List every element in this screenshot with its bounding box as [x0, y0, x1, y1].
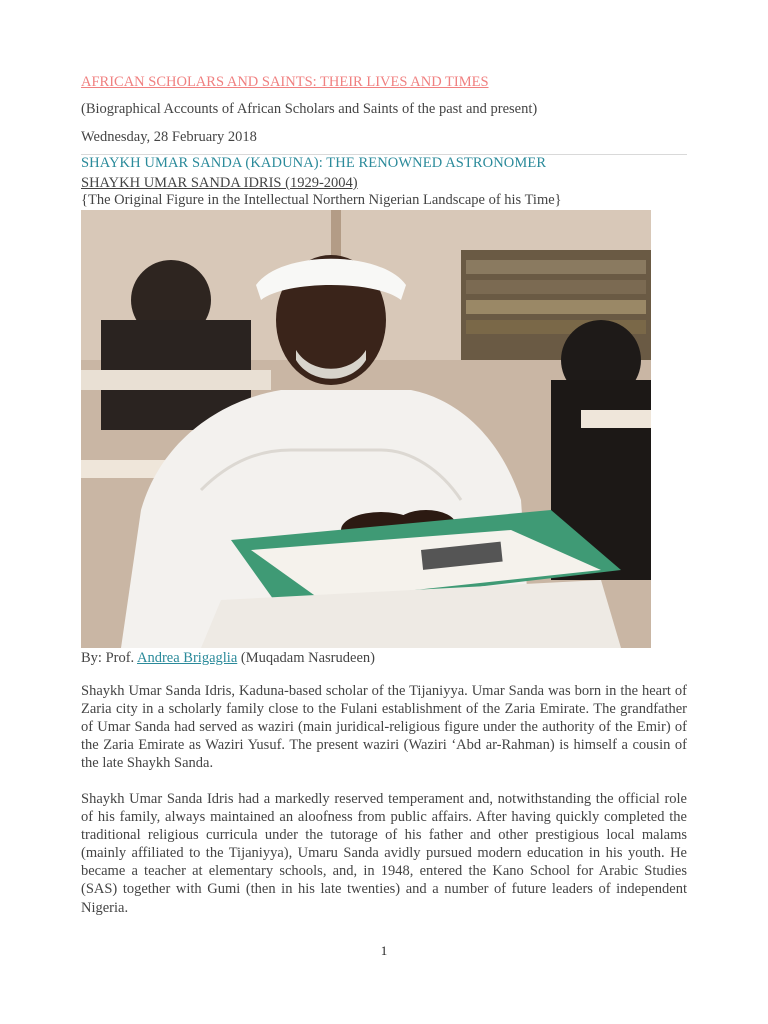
portrait-photo: [81, 210, 651, 648]
blog-title-link[interactable]: AFRICAN SCHOLARS AND SAINTS: THEIR LIVES AND TIMES: [81, 74, 489, 90]
author-link[interactable]: Andrea Brigaglia: [137, 650, 238, 666]
post-title: SHAYKH UMAR SANDA (KADUNA): THE RENOWNED ASTRONOMER: [81, 155, 547, 171]
post-tagline: {The Original Figure in the Intellectual Northern Nigerian Landscape of his Time}: [81, 192, 562, 208]
byline-prefix: By: Prof.: [81, 650, 135, 666]
body-paragraph: Shaykh Umar Sanda Idris, Kaduna-based scholar of the Tijaniyya. Umar Sanda was born in the heart of Zaria city in a scholarly family close to the Fulani establishment of the Zaria Emirate. The grandfather of Umar Sanda had served as waziri (main juridical-religious figure under the authority of the Emir) of the Zaria Emirate as Waziri Yusuf. The present waziri (Waziri ‘Abd ar-Rahman) is himself a cousin of the late Shaykh Sanda.: [81, 683, 687, 772]
blog-subtitle: (Biographical Accounts of African Scholars and Saints of the past and present): [81, 101, 538, 117]
document-page: [81, 0, 687, 1024]
post-date: Wednesday, 28 February 2018: [81, 129, 257, 145]
body-paragraph: Shaykh Umar Sanda Idris had a markedly reserved temperament and, notwithstanding the official role of his family, always maintained an aloofness from public affairs. After having quickly completed the traditional religious curricula under the tutorage of his father and other prestigious local malams (mainly affiliated to the Tijaniyya), Umaru Sanda avidly pursued modern education in his youth. He became a teacher at elementary schools, and, in 1948, entered the Kano School for Arabic Studies (SAS) together with Gumi (then in his late twenties) and a number of future leaders of independent Nigeria.: [81, 791, 687, 916]
post-subtitle: SHAYKH UMAR SANDA IDRIS (1929-2004): [81, 175, 358, 191]
byline: [81, 650, 375, 667]
byline-suffix: (Muqadam Nasrudeen): [240, 650, 375, 666]
page-number: 1: [380, 943, 388, 958]
